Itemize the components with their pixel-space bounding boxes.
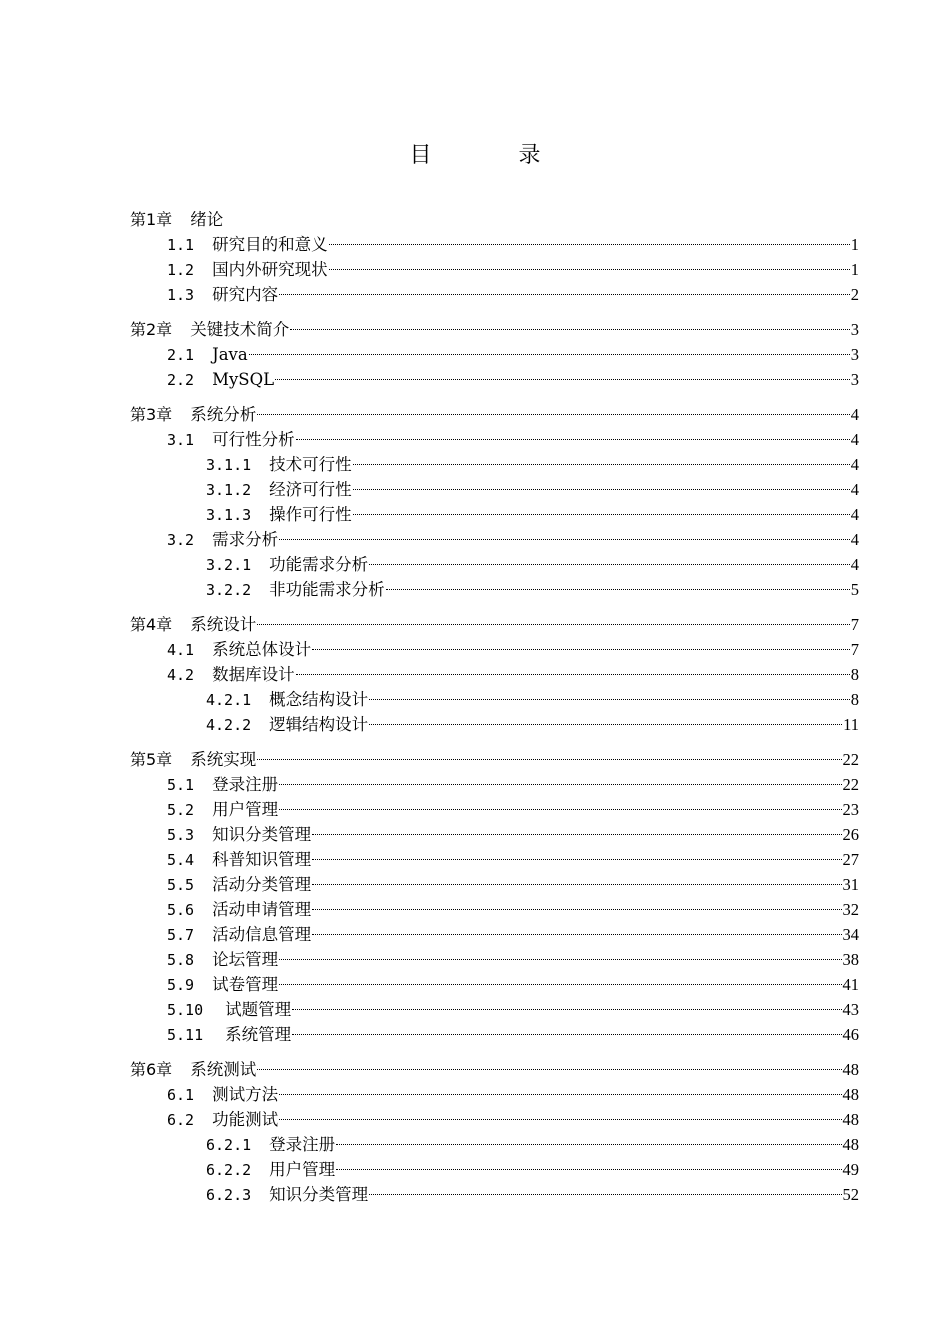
toc-entry-number: 3.1.3 [206,506,252,524]
toc-page-number: 4 [850,480,859,499]
toc-page-number: 3 [850,345,859,364]
toc-entry-title: 系统管理 [225,1025,292,1044]
toc-dot-leader [369,724,842,725]
toc-entry-number: 1.2 [167,261,195,279]
toc-page-number: 1 [850,235,859,254]
toc-subsection-entry[interactable] [206,578,859,602]
toc-entry-number: 第2章 [130,320,173,339]
toc-entry-title: 试题管理 [225,1000,292,1019]
toc-dot-leader [275,379,850,380]
toc-entry-title: 知识分类管理 [212,825,312,844]
toc-entry-title: 活动分类管理 [212,875,312,894]
toc-entry-title: 非功能需求分析 [269,580,385,599]
toc-entry-number: 5.5 [167,876,195,894]
toc-page-number: 7 [850,640,859,659]
toc-entry-title: 系统测试 [190,1060,257,1079]
toc-entry-number: 第5章 [130,750,173,769]
toc-section-entry[interactable] [167,848,859,872]
toc-dot-leader [329,244,850,245]
toc-entry-number: 5.1 [167,776,195,794]
toc-dot-leader [296,439,850,440]
toc-dot-leader [279,984,841,985]
toc-dot-leader [369,564,850,565]
toc-section-entry[interactable] [167,1108,859,1132]
toc-entry-number: 5.10 [167,1001,204,1019]
toc-page-number: 3 [850,370,859,389]
toc-entry-title: 可行性分析 [212,430,295,449]
toc-dot-leader [312,884,841,885]
toc-section-entry[interactable] [167,663,859,687]
toc-section-entry[interactable] [167,1083,859,1107]
toc-dot-leader [386,589,850,590]
toc-section-entry[interactable] [167,923,859,947]
toc-page-number: 7 [850,615,859,634]
toc-section-entry[interactable] [167,798,859,822]
toc-page-number: 41 [842,975,859,994]
toc-dot-leader [312,649,850,650]
toc-dot-leader [353,489,850,490]
toc-page-number: 52 [842,1185,859,1204]
toc-entry-title: 研究目的和意义 [212,235,328,254]
toc-entry-title: 登录注册 [269,1135,336,1154]
toc-entry-title: 登录注册 [212,775,279,794]
toc-page-number: 48 [842,1135,859,1154]
toc-page-number: 4 [850,430,859,449]
toc-page-number: 8 [850,665,859,684]
toc-section-entry[interactable] [167,948,859,972]
toc-entry-title: 用户管理 [212,800,279,819]
toc-entry-title: 关键技术简介 [190,320,290,339]
toc-page-number: 38 [842,950,859,969]
toc-dot-leader [292,1034,841,1035]
toc-page-number: 27 [842,850,859,869]
toc-entry-title: 操作可行性 [269,505,352,524]
toc-dot-leader [257,759,841,760]
toc-page-number: 2 [850,285,859,304]
toc-dot-leader [353,514,850,515]
toc-subsection-entry[interactable] [206,1158,859,1182]
toc-dot-leader [369,699,850,700]
toc-entry-number: 5.11 [167,1026,204,1044]
toc-entry-number: 3.2.1 [206,556,252,574]
toc-page-number: 48 [842,1110,859,1129]
toc-entry-number: 4.2.2 [206,716,252,734]
toc-page-number: 23 [842,800,859,819]
toc-section-entry[interactable] [167,898,859,922]
toc-entry-number: 第3章 [130,405,173,424]
toc-entry-number: 6.2 [167,1111,195,1129]
toc-page-number: 4 [850,505,859,524]
toc-section-entry[interactable] [167,998,859,1022]
toc-entry-number: 6.2.1 [206,1136,252,1154]
toc-entry-title: 技术可行性 [269,455,352,474]
toc-dot-leader [279,539,850,540]
toc-dot-leader [279,1094,841,1095]
toc-subsection-entry[interactable] [206,688,859,712]
toc-section-entry[interactable] [167,343,859,367]
toc-page-number: 48 [842,1060,859,1079]
toc-entry-number: 4.1 [167,641,195,659]
toc-entry-title: 功能测试 [212,1110,279,1129]
toc-chapter-entry[interactable] [130,318,859,342]
toc-entry-title: MySQL [212,370,275,389]
toc-subsection-entry[interactable] [206,1183,859,1207]
toc-section-entry[interactable] [167,233,859,257]
toc-page-number: 8 [850,690,859,709]
toc-entry-title: 研究内容 [212,285,279,304]
toc-entry-number: 6.1 [167,1086,195,1104]
toc-page-number: 4 [850,555,859,574]
toc-entry-number: 3.2.2 [206,581,252,599]
toc-section-entry[interactable] [167,973,859,997]
toc-entry-title: 用户管理 [269,1160,336,1179]
toc-subsection-entry[interactable] [206,1133,859,1157]
toc-entry-number: 5.4 [167,851,195,869]
toc-entry-title: 需求分析 [212,530,279,549]
toc-entry-title: 知识分类管理 [269,1185,369,1204]
toc-dot-leader [296,674,850,675]
toc-section-entry[interactable] [167,1023,859,1047]
toc-page-number: 4 [850,455,859,474]
toc-page-number: 46 [842,1025,859,1044]
toc-dot-leader [336,1144,841,1145]
toc-entry-number: 3.1.1 [206,456,252,474]
toc-entry-title: 系统分析 [190,405,257,424]
toc-dot-leader [312,934,841,935]
toc-entry-title: 功能需求分析 [269,555,369,574]
toc-page-number: 43 [842,1000,859,1019]
toc-entry-title: 逻辑结构设计 [269,715,369,734]
toc-entry-number: 2.1 [167,346,195,364]
toc-entry-title: 测试方法 [212,1085,279,1104]
toc-subsection-entry[interactable] [206,478,859,502]
toc-entry-title: 概念结构设计 [269,690,369,709]
toc-section-entry[interactable] [167,428,859,452]
toc-page-number: 22 [842,750,859,769]
toc-entry-title: 经济可行性 [269,480,352,499]
toc-chapter-entry[interactable] [130,1058,859,1082]
toc-chapter-entry[interactable] [130,403,859,427]
toc-entry-number: 2.2 [167,371,195,389]
toc-page-number: 34 [842,925,859,944]
toc-page-number: 3 [850,320,859,339]
toc-entry-number: 5.9 [167,976,195,994]
toc-chapter-entry[interactable] [130,613,859,637]
toc-dot-leader [279,294,850,295]
toc-entry-number: 4.2.1 [206,691,252,709]
toc-page-number: 11 [843,715,859,734]
toc-entry-number: 3.1.2 [206,481,252,499]
toc-dot-leader [292,1009,841,1010]
toc-section-entry[interactable] [167,873,859,897]
toc-dot-leader [312,834,841,835]
toc-dot-leader [312,909,841,910]
toc-dot-leader [290,329,850,330]
toc-section-entry[interactable] [167,368,859,392]
toc-entry-number: 3.1 [167,431,195,449]
toc-entry-number: 5.3 [167,826,195,844]
toc-page-number: 26 [842,825,859,844]
toc-entry-number: 第4章 [130,615,173,634]
toc-entry-number: 4.2 [167,666,195,684]
toc-dot-leader [249,354,850,355]
toc-dot-leader [279,809,841,810]
toc-chapter-entry[interactable] [130,748,859,772]
toc-dot-leader [312,859,841,860]
toc-dot-leader [369,1194,841,1195]
toc-subsection-entry[interactable] [206,453,859,477]
toc-entry-title: 论坛管理 [212,950,279,969]
toc-dot-leader [329,269,850,270]
toc-entry-number: 6.2.3 [206,1186,252,1204]
toc-entry-number: 5.7 [167,926,195,944]
toc-section-entry[interactable] [167,528,859,552]
toc-entry-number: 1.1 [167,236,195,254]
toc-entry-title: 系统实现 [190,750,257,769]
page-title: 目 录 [409,143,581,168]
toc-section-entry[interactable] [167,823,859,847]
toc-dot-leader [353,464,850,465]
toc-page-number: 31 [842,875,859,894]
toc-subsection-entry[interactable] [206,713,859,737]
toc-dot-leader [279,784,841,785]
toc-section-entry[interactable] [167,638,859,662]
toc-entry-number: 6.2.2 [206,1161,252,1179]
toc-page-number: 4 [850,530,859,549]
toc-page-number: 1 [850,260,859,279]
toc-dot-leader [257,624,850,625]
toc-entry-title: 系统总体设计 [212,640,312,659]
toc-dot-leader [279,959,841,960]
toc-subsection-entry[interactable] [206,553,859,577]
toc-entry-title: Java [212,345,248,364]
toc-section-entry[interactable] [167,773,859,797]
toc-dot-leader [279,1119,841,1120]
toc-page-number: 32 [842,900,859,919]
toc-chapter-entry[interactable] [130,208,223,232]
toc-entry-number: 3.2 [167,531,195,549]
toc-page-number: 48 [842,1085,859,1104]
toc-dot-leader [257,1069,841,1070]
toc-subsection-entry[interactable] [206,503,859,527]
toc-section-entry[interactable] [167,258,859,282]
toc-entry-number: 5.2 [167,801,195,819]
toc-entry-title: 数据库设计 [212,665,295,684]
toc-entry-title: 试卷管理 [212,975,279,994]
toc-dot-leader [336,1169,841,1170]
toc-section-entry[interactable] [167,283,859,307]
toc-page-number: 22 [842,775,859,794]
toc-entry-number: 1.3 [167,286,195,304]
toc-entry-title: 系统设计 [190,615,257,634]
toc-entry-number: 5.6 [167,901,195,919]
toc-entry-title: 活动信息管理 [212,925,312,944]
toc-entry-number: 5.8 [167,951,195,969]
toc-page-number: 49 [842,1160,859,1179]
toc-entry-title: 科普知识管理 [212,850,312,869]
toc-entry-number: 第6章 [130,1060,173,1079]
toc-page-number: 5 [850,580,859,599]
toc-entry-number: 第1章 [130,210,173,229]
toc-dot-leader [257,414,850,415]
toc-entry-title: 绪论 [190,210,224,229]
toc-entry-title: 国内外研究现状 [212,260,328,279]
toc-entry-title: 活动申请管理 [212,900,312,919]
toc-page-number: 4 [850,405,859,424]
